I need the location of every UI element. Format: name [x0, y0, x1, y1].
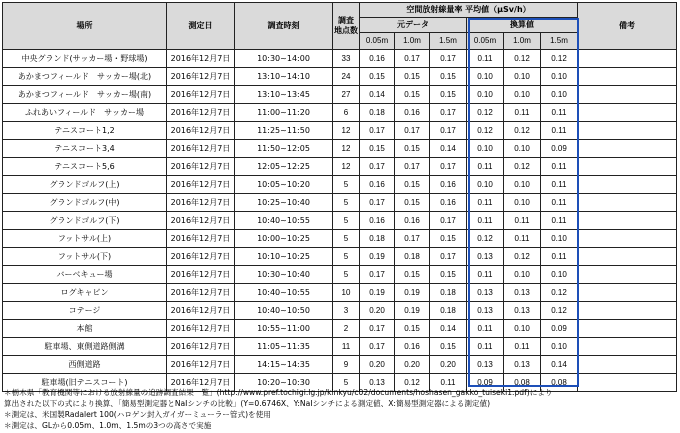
cell-note	[578, 86, 677, 104]
cell-time: 11:05~11:35	[235, 338, 333, 356]
cell-time: 10:40~10:55	[235, 212, 333, 230]
cell-raw-h1: 0.18	[360, 104, 395, 122]
cell-raw-h2: 0.19	[395, 302, 430, 320]
cell-note	[578, 356, 677, 374]
cell-note	[578, 68, 677, 86]
cell-conv-h3: 0.12	[541, 302, 578, 320]
cell-time: 11:00~11:20	[235, 104, 333, 122]
cell-conv-h1: 0.11	[467, 158, 504, 176]
cell-time: 10:10~10:25	[235, 248, 333, 266]
cell-conv-h3: 0.14	[541, 356, 578, 374]
cell-conv-h2: 0.10	[504, 86, 541, 104]
cell-date: 2016年12月7日	[167, 374, 235, 392]
table-row	[3, 266, 677, 284]
header-conv-h1: 0.05m	[467, 33, 504, 50]
table-row	[3, 212, 677, 230]
cell-conv-h3: 0.11	[541, 194, 578, 212]
cell-conv-h3: 0.10	[541, 68, 578, 86]
cell-raw-h2: 0.15	[395, 140, 430, 158]
table-row	[3, 176, 677, 194]
cell-conv-h2: 0.12	[504, 122, 541, 140]
cell-raw-h3: 0.15	[430, 86, 467, 104]
cell-conv-h2: 0.11	[504, 338, 541, 356]
cell-raw-h2: 0.19	[395, 284, 430, 302]
cell-points: 10	[333, 284, 360, 302]
cell-raw-h1: 0.18	[360, 230, 395, 248]
cell-time: 13:10~14:10	[235, 68, 333, 86]
table-row	[3, 50, 677, 68]
cell-raw-h2: 0.17	[395, 230, 430, 248]
cell-conv-h3: 0.12	[541, 50, 578, 68]
cell-raw-h1: 0.16	[360, 212, 395, 230]
header-notes: 備考	[578, 3, 677, 50]
cell-raw-h3: 0.16	[430, 194, 467, 212]
cell-raw-h1: 0.17	[360, 338, 395, 356]
cell-date: 2016年12月7日	[167, 230, 235, 248]
cell-note	[578, 122, 677, 140]
header-raw-h1: 0.05m	[360, 33, 395, 50]
cell-conv-h2: 0.13	[504, 284, 541, 302]
cell-raw-h1: 0.20	[360, 302, 395, 320]
cell-date: 2016年12月7日	[167, 320, 235, 338]
cell-time: 10:55~11:00	[235, 320, 333, 338]
cell-conv-h3: 0.11	[541, 104, 578, 122]
cell-date: 2016年12月7日	[167, 122, 235, 140]
cell-raw-h2: 0.18	[395, 248, 430, 266]
header-time: 調査時刻	[235, 3, 333, 50]
cell-date: 2016年12月7日	[167, 158, 235, 176]
cell-conv-h1: 0.11	[467, 50, 504, 68]
cell-raw-h1: 0.17	[360, 266, 395, 284]
cell-place: テニスコート1,2	[3, 122, 167, 140]
cell-time: 10:40~10:50	[235, 302, 333, 320]
cell-raw-h1: 0.17	[360, 320, 395, 338]
cell-raw-h3: 0.15	[430, 230, 467, 248]
header-raw-h3: 1.5m	[430, 33, 467, 50]
cell-points: 5	[333, 248, 360, 266]
cell-raw-h2: 0.15	[395, 266, 430, 284]
cell-points: 33	[333, 50, 360, 68]
cell-place: バーベキュー場	[3, 266, 167, 284]
table-row	[3, 248, 677, 266]
cell-date: 2016年12月7日	[167, 284, 235, 302]
cell-conv-h3: 0.10	[541, 230, 578, 248]
radiation-table-sheet	[2, 2, 678, 392]
cell-raw-h3: 0.11	[430, 374, 467, 392]
cell-conv-h1: 0.12	[467, 230, 504, 248]
table-row	[3, 104, 677, 122]
cell-conv-h2: 0.13	[504, 302, 541, 320]
cell-time: 11:50~12:05	[235, 140, 333, 158]
header-points: 調査 地点数	[333, 3, 360, 50]
cell-conv-h3: 0.11	[541, 158, 578, 176]
header-raw-data: 元データ	[360, 18, 467, 33]
cell-conv-h3: 0.11	[541, 176, 578, 194]
cell-raw-h3: 0.17	[430, 104, 467, 122]
cell-raw-h3: 0.17	[430, 122, 467, 140]
cell-raw-h2: 0.17	[395, 122, 430, 140]
cell-points: 9	[333, 356, 360, 374]
cell-conv-h3: 0.12	[541, 284, 578, 302]
cell-conv-h1: 0.12	[467, 122, 504, 140]
footnote: ＊測定は、GLから0.05m、1.0m、1.5mの3つの高さで実施	[4, 421, 212, 430]
header-dose-group: 空間放射線量率 平均値（μSv/h）	[360, 3, 578, 18]
cell-note	[578, 212, 677, 230]
cell-note	[578, 320, 677, 338]
cell-time: 10:05~10:20	[235, 176, 333, 194]
cell-place: ログキャビン	[3, 284, 167, 302]
cell-conv-h1: 0.13	[467, 356, 504, 374]
cell-date: 2016年12月7日	[167, 50, 235, 68]
cell-note	[578, 158, 677, 176]
cell-raw-h1: 0.17	[360, 158, 395, 176]
footnotes	[4, 387, 678, 431]
cell-date: 2016年12月7日	[167, 248, 235, 266]
cell-conv-h2: 0.12	[504, 248, 541, 266]
cell-place: コテージ	[3, 302, 167, 320]
cell-conv-h1: 0.10	[467, 176, 504, 194]
footnote: ＊栃木県「教育機関等における放射線量の追跡調査結果一覧」(http://www.pref.tochigi.lg.jp/kinkyu/c02/documents/hoshasen_gakko_tuiseki1.pdf)により	[4, 388, 553, 397]
cell-conv-h3: 0.10	[541, 86, 578, 104]
cell-raw-h1: 0.16	[360, 176, 395, 194]
cell-points: 6	[333, 104, 360, 122]
cell-place: ふれあいフィールド サッカー場	[3, 104, 167, 122]
cell-raw-h1: 0.17	[360, 194, 395, 212]
cell-raw-h1: 0.20	[360, 356, 395, 374]
header-place: 場所	[3, 3, 167, 50]
cell-conv-h2: 0.10	[504, 320, 541, 338]
cell-raw-h3: 0.17	[430, 248, 467, 266]
cell-date: 2016年12月7日	[167, 302, 235, 320]
cell-conv-h1: 0.10	[467, 140, 504, 158]
cell-points: 5	[333, 374, 360, 392]
cell-raw-h3: 0.18	[430, 284, 467, 302]
cell-raw-h3: 0.17	[430, 158, 467, 176]
cell-conv-h3: 0.10	[541, 266, 578, 284]
cell-points: 5	[333, 266, 360, 284]
header-date: 測定日	[167, 3, 235, 50]
table-row	[3, 356, 677, 374]
cell-raw-h3: 0.14	[430, 140, 467, 158]
cell-conv-h1: 0.11	[467, 320, 504, 338]
cell-time: 13:10~13:45	[235, 86, 333, 104]
cell-raw-h1: 0.15	[360, 68, 395, 86]
cell-conv-h2: 0.10	[504, 194, 541, 212]
cell-place: フットサル(下)	[3, 248, 167, 266]
cell-raw-h3: 0.18	[430, 302, 467, 320]
header-converted: 換算値	[467, 18, 578, 33]
table-row	[3, 320, 677, 338]
cell-raw-h2: 0.15	[395, 194, 430, 212]
cell-raw-h1: 0.13	[360, 374, 395, 392]
cell-place: テニスコート3,4	[3, 140, 167, 158]
table-row	[3, 194, 677, 212]
cell-time: 10:30~10:40	[235, 266, 333, 284]
cell-points: 2	[333, 320, 360, 338]
cell-conv-h2: 0.10	[504, 68, 541, 86]
cell-place: グランドゴルフ(中)	[3, 194, 167, 212]
cell-note	[578, 266, 677, 284]
cell-date: 2016年12月7日	[167, 140, 235, 158]
cell-conv-h1: 0.12	[467, 104, 504, 122]
cell-time: 10:00~10:25	[235, 230, 333, 248]
cell-time: 10:20~10:30	[235, 374, 333, 392]
cell-points: 12	[333, 122, 360, 140]
cell-conv-h3: 0.09	[541, 140, 578, 158]
cell-time: 14:15~14:35	[235, 356, 333, 374]
cell-date: 2016年12月7日	[167, 212, 235, 230]
cell-conv-h2: 0.13	[504, 356, 541, 374]
cell-raw-h3: 0.15	[430, 266, 467, 284]
cell-raw-h2: 0.15	[395, 320, 430, 338]
table-row	[3, 302, 677, 320]
cell-conv-h2: 0.10	[504, 140, 541, 158]
cell-raw-h2: 0.12	[395, 374, 430, 392]
cell-conv-h2: 0.08	[504, 374, 541, 392]
cell-note	[578, 140, 677, 158]
cell-conv-h2: 0.10	[504, 266, 541, 284]
cell-raw-h1: 0.17	[360, 122, 395, 140]
cell-raw-h3: 0.14	[430, 320, 467, 338]
table-row	[3, 86, 677, 104]
cell-note	[578, 248, 677, 266]
cell-conv-h1: 0.13	[467, 284, 504, 302]
cell-raw-h1: 0.14	[360, 86, 395, 104]
table-row	[3, 140, 677, 158]
cell-points: 5	[333, 176, 360, 194]
cell-raw-h1: 0.16	[360, 50, 395, 68]
cell-date: 2016年12月7日	[167, 176, 235, 194]
cell-conv-h1: 0.13	[467, 302, 504, 320]
cell-raw-h1: 0.19	[360, 248, 395, 266]
table-row	[3, 122, 677, 140]
cell-raw-h3: 0.17	[430, 212, 467, 230]
cell-conv-h2: 0.11	[504, 104, 541, 122]
cell-place: あかまつフィールド サッカー場(北)	[3, 68, 167, 86]
cell-points: 27	[333, 86, 360, 104]
cell-conv-h3: 0.11	[541, 122, 578, 140]
cell-note	[578, 50, 677, 68]
cell-note	[578, 176, 677, 194]
cell-conv-h1: 0.13	[467, 248, 504, 266]
cell-place: グランドゴルフ(上)	[3, 176, 167, 194]
cell-conv-h3: 0.11	[541, 248, 578, 266]
header-conv-h3: 1.5m	[541, 33, 578, 50]
cell-raw-h3: 0.15	[430, 338, 467, 356]
cell-conv-h1: 0.09	[467, 374, 504, 392]
cell-points: 11	[333, 338, 360, 356]
cell-raw-h2: 0.15	[395, 86, 430, 104]
cell-place: 駐車場(旧テニスコート)	[3, 374, 167, 392]
cell-note	[578, 194, 677, 212]
table-row	[3, 230, 677, 248]
cell-conv-h1: 0.11	[467, 266, 504, 284]
cell-conv-h3: 0.11	[541, 212, 578, 230]
cell-conv-h2: 0.11	[504, 212, 541, 230]
cell-raw-h2: 0.16	[395, 338, 430, 356]
cell-time: 11:25~11:50	[235, 122, 333, 140]
cell-raw-h2: 0.15	[395, 176, 430, 194]
cell-time: 12:05~12:25	[235, 158, 333, 176]
cell-note	[578, 338, 677, 356]
cell-date: 2016年12月7日	[167, 86, 235, 104]
cell-raw-h3: 0.20	[430, 356, 467, 374]
cell-date: 2016年12月7日	[167, 104, 235, 122]
cell-points: 12	[333, 140, 360, 158]
cell-place: 中央グランド(サッカー場・野球場)	[3, 50, 167, 68]
cell-conv-h1: 0.11	[467, 212, 504, 230]
table-row	[3, 338, 677, 356]
table-row	[3, 284, 677, 302]
cell-points: 5	[333, 212, 360, 230]
cell-conv-h1: 0.10	[467, 86, 504, 104]
cell-date: 2016年12月7日	[167, 266, 235, 284]
cell-conv-h3: 0.09	[541, 320, 578, 338]
cell-raw-h2: 0.17	[395, 158, 430, 176]
cell-raw-h2: 0.20	[395, 356, 430, 374]
cell-time: 10:25~10:40	[235, 194, 333, 212]
cell-conv-h1: 0.11	[467, 194, 504, 212]
cell-time: 10:30~14:00	[235, 50, 333, 68]
table-row	[3, 158, 677, 176]
table-body	[3, 50, 677, 392]
cell-points: 5	[333, 230, 360, 248]
cell-conv-h2: 0.12	[504, 158, 541, 176]
cell-note	[578, 230, 677, 248]
cell-raw-h1: 0.15	[360, 140, 395, 158]
cell-raw-h2: 0.15	[395, 68, 430, 86]
cell-conv-h1: 0.11	[467, 338, 504, 356]
cell-place: 西側道路	[3, 356, 167, 374]
header-raw-h2: 1.0m	[395, 33, 430, 50]
cell-points: 3	[333, 302, 360, 320]
cell-conv-h2: 0.11	[504, 230, 541, 248]
cell-place: あかまつフィールド サッカー場(南)	[3, 86, 167, 104]
cell-conv-h2: 0.10	[504, 176, 541, 194]
footnote: ＊測定は、米国製Radalert 100(ハロゲン封入ガイガーミューラー管式)を使用	[4, 410, 271, 419]
cell-raw-h2: 0.16	[395, 104, 430, 122]
cell-note	[578, 302, 677, 320]
cell-raw-h1: 0.19	[360, 284, 395, 302]
cell-date: 2016年12月7日	[167, 338, 235, 356]
cell-conv-h1: 0.10	[467, 68, 504, 86]
cell-raw-h3: 0.16	[430, 176, 467, 194]
cell-place: 駐車場、東側道路側溝	[3, 338, 167, 356]
cell-note	[578, 284, 677, 302]
radiation-table	[2, 2, 677, 392]
cell-points: 12	[333, 158, 360, 176]
cell-raw-h3: 0.15	[430, 68, 467, 86]
cell-points: 5	[333, 194, 360, 212]
cell-date: 2016年12月7日	[167, 194, 235, 212]
cell-raw-h2: 0.17	[395, 50, 430, 68]
cell-note	[578, 104, 677, 122]
cell-place: フットサル(上)	[3, 230, 167, 248]
cell-place: テニスコート5,6	[3, 158, 167, 176]
cell-raw-h3: 0.17	[430, 50, 467, 68]
cell-place: グランドゴルフ(下)	[3, 212, 167, 230]
cell-date: 2016年12月7日	[167, 68, 235, 86]
cell-points: 24	[333, 68, 360, 86]
table-row	[3, 68, 677, 86]
cell-date: 2016年12月7日	[167, 356, 235, 374]
cell-raw-h2: 0.16	[395, 212, 430, 230]
cell-place: 本館	[3, 320, 167, 338]
cell-conv-h3: 0.08	[541, 374, 578, 392]
cell-time: 10:40~10:55	[235, 284, 333, 302]
header-conv-h2: 1.0m	[504, 33, 541, 50]
cell-conv-h2: 0.12	[504, 50, 541, 68]
cell-conv-h3: 0.10	[541, 338, 578, 356]
footnote: 算出された以下の式により換算、「簡易型測定器とNaIシンチの比較」(Y=0.6746X、Y:NaIシンチによる測定値、X:簡易型測定器による測定値)	[4, 399, 491, 408]
